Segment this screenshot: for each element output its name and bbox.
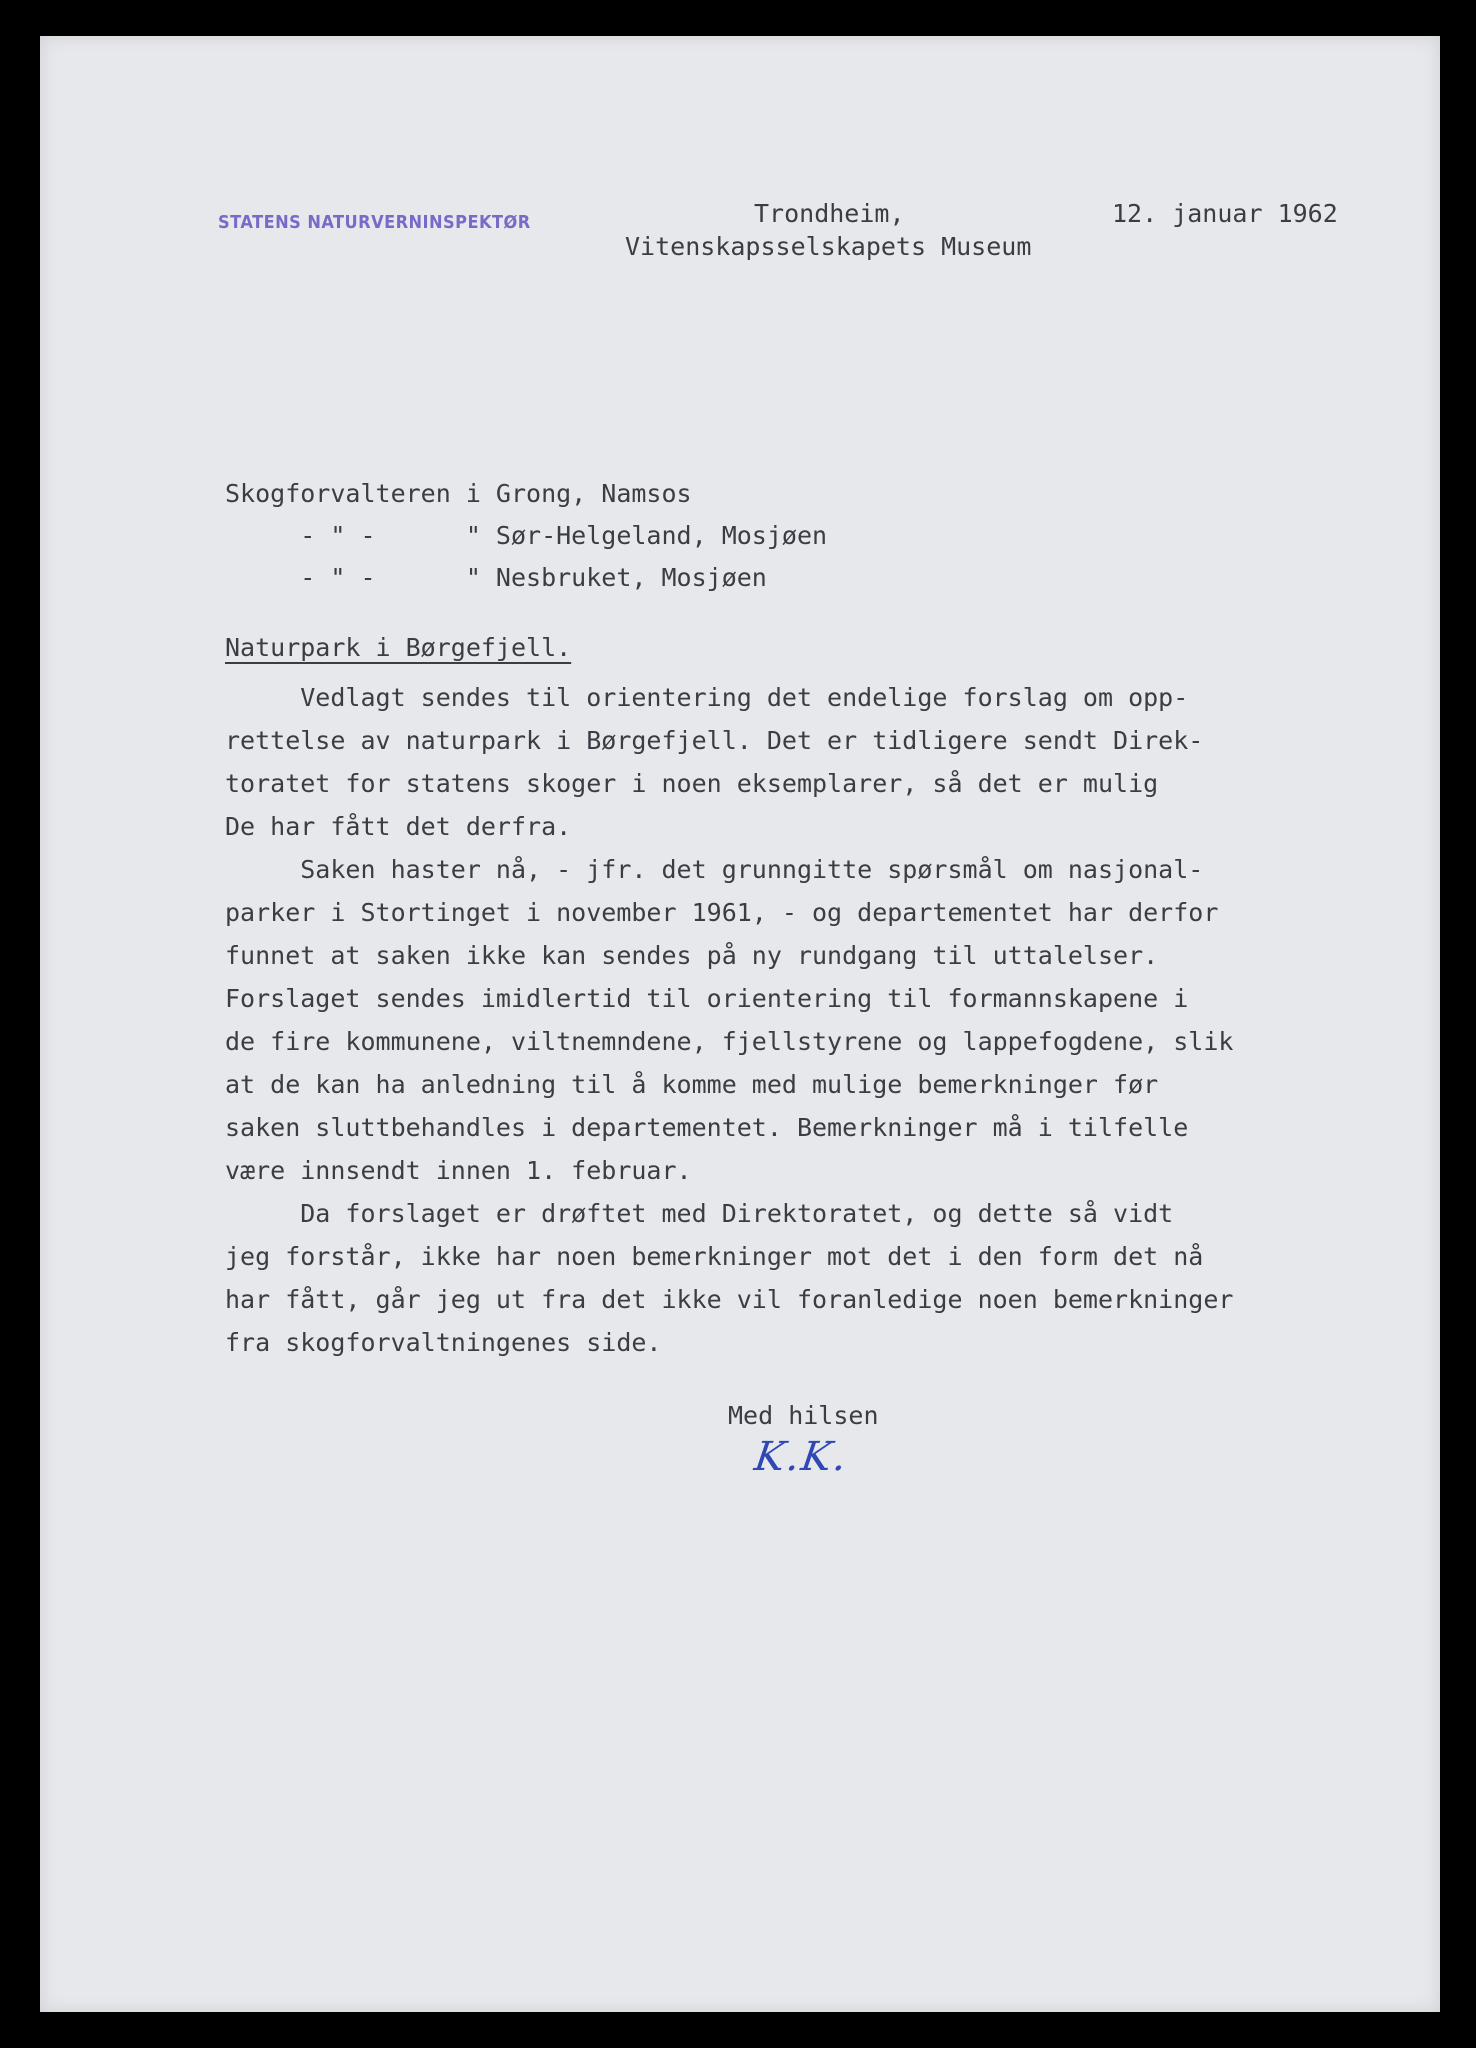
institution-stamp: STATENS NATURVERNINSPEKTØR xyxy=(218,212,531,233)
place: Trondheim, xyxy=(754,199,905,228)
body-line: fra skogforvaltningenes side. xyxy=(225,1328,662,1357)
recipient-line: Skogforvalteren i Grong, Namsos xyxy=(225,479,692,508)
recipient-line: - " - " Sør-Helgeland, Mosjøen xyxy=(225,521,828,550)
body-line: toratet for statens skoger i noen eksemplarer, så det er mulig xyxy=(225,769,1159,798)
body-line: jeg forstår, ikke har noen bemerkninger mot det i den form det nå xyxy=(225,1242,1204,1271)
body-line: De har fått det derfra. xyxy=(225,812,572,841)
recipient-line: - " - " Nesbruket, Mosjøen xyxy=(225,563,767,592)
body-line: rettelse av naturpark i Børgefjell. Det er tidligere sendt Direk- xyxy=(225,726,1204,755)
body-line: har fått, går jeg ut fra det ikke vil foranledige noen bemerkninger xyxy=(225,1285,1234,1314)
signature: K.K. xyxy=(751,1434,852,1480)
body-line: Da forslaget er drøftet med Direktoratet, og dette så vidt xyxy=(225,1199,1174,1228)
letter-date: 12. januar 1962 xyxy=(1112,199,1338,228)
body-line: funnet at saken ikke kan sendes på ny rundgang til uttalelser. xyxy=(225,941,1159,970)
body-line: Saken haster nå, - jfr. det grunngitte spørsmål om nasjonal- xyxy=(225,855,1204,884)
body-line: være innsendt innen 1. februar. xyxy=(225,1156,692,1185)
body-line: parker i Stortinget i november 1961, - og departementet har derfor xyxy=(225,898,1219,927)
body-line: Forslaget sendes imidlertid til orientering til formannskapene i xyxy=(225,984,1189,1013)
institution-name: Vitenskapsselskapets Museum xyxy=(625,232,1032,261)
body-line: Vedlagt sendes til orientering det endelige forslag om opp- xyxy=(225,683,1189,712)
body-line: de fire kommunene, viltnemndene, fjellstyrene og lappefogdene, slik xyxy=(225,1027,1234,1056)
body-line: at de kan ha anledning til å komme med mulige bemerkninger før xyxy=(225,1070,1159,1099)
body-line: saken sluttbehandles i departementet. Bemerkninger må i tilfelle xyxy=(225,1113,1189,1142)
letter-page xyxy=(40,36,1440,2012)
subject-line: Naturpark i Børgefjell. xyxy=(225,633,572,662)
closing: Med hilsen xyxy=(728,1401,879,1430)
